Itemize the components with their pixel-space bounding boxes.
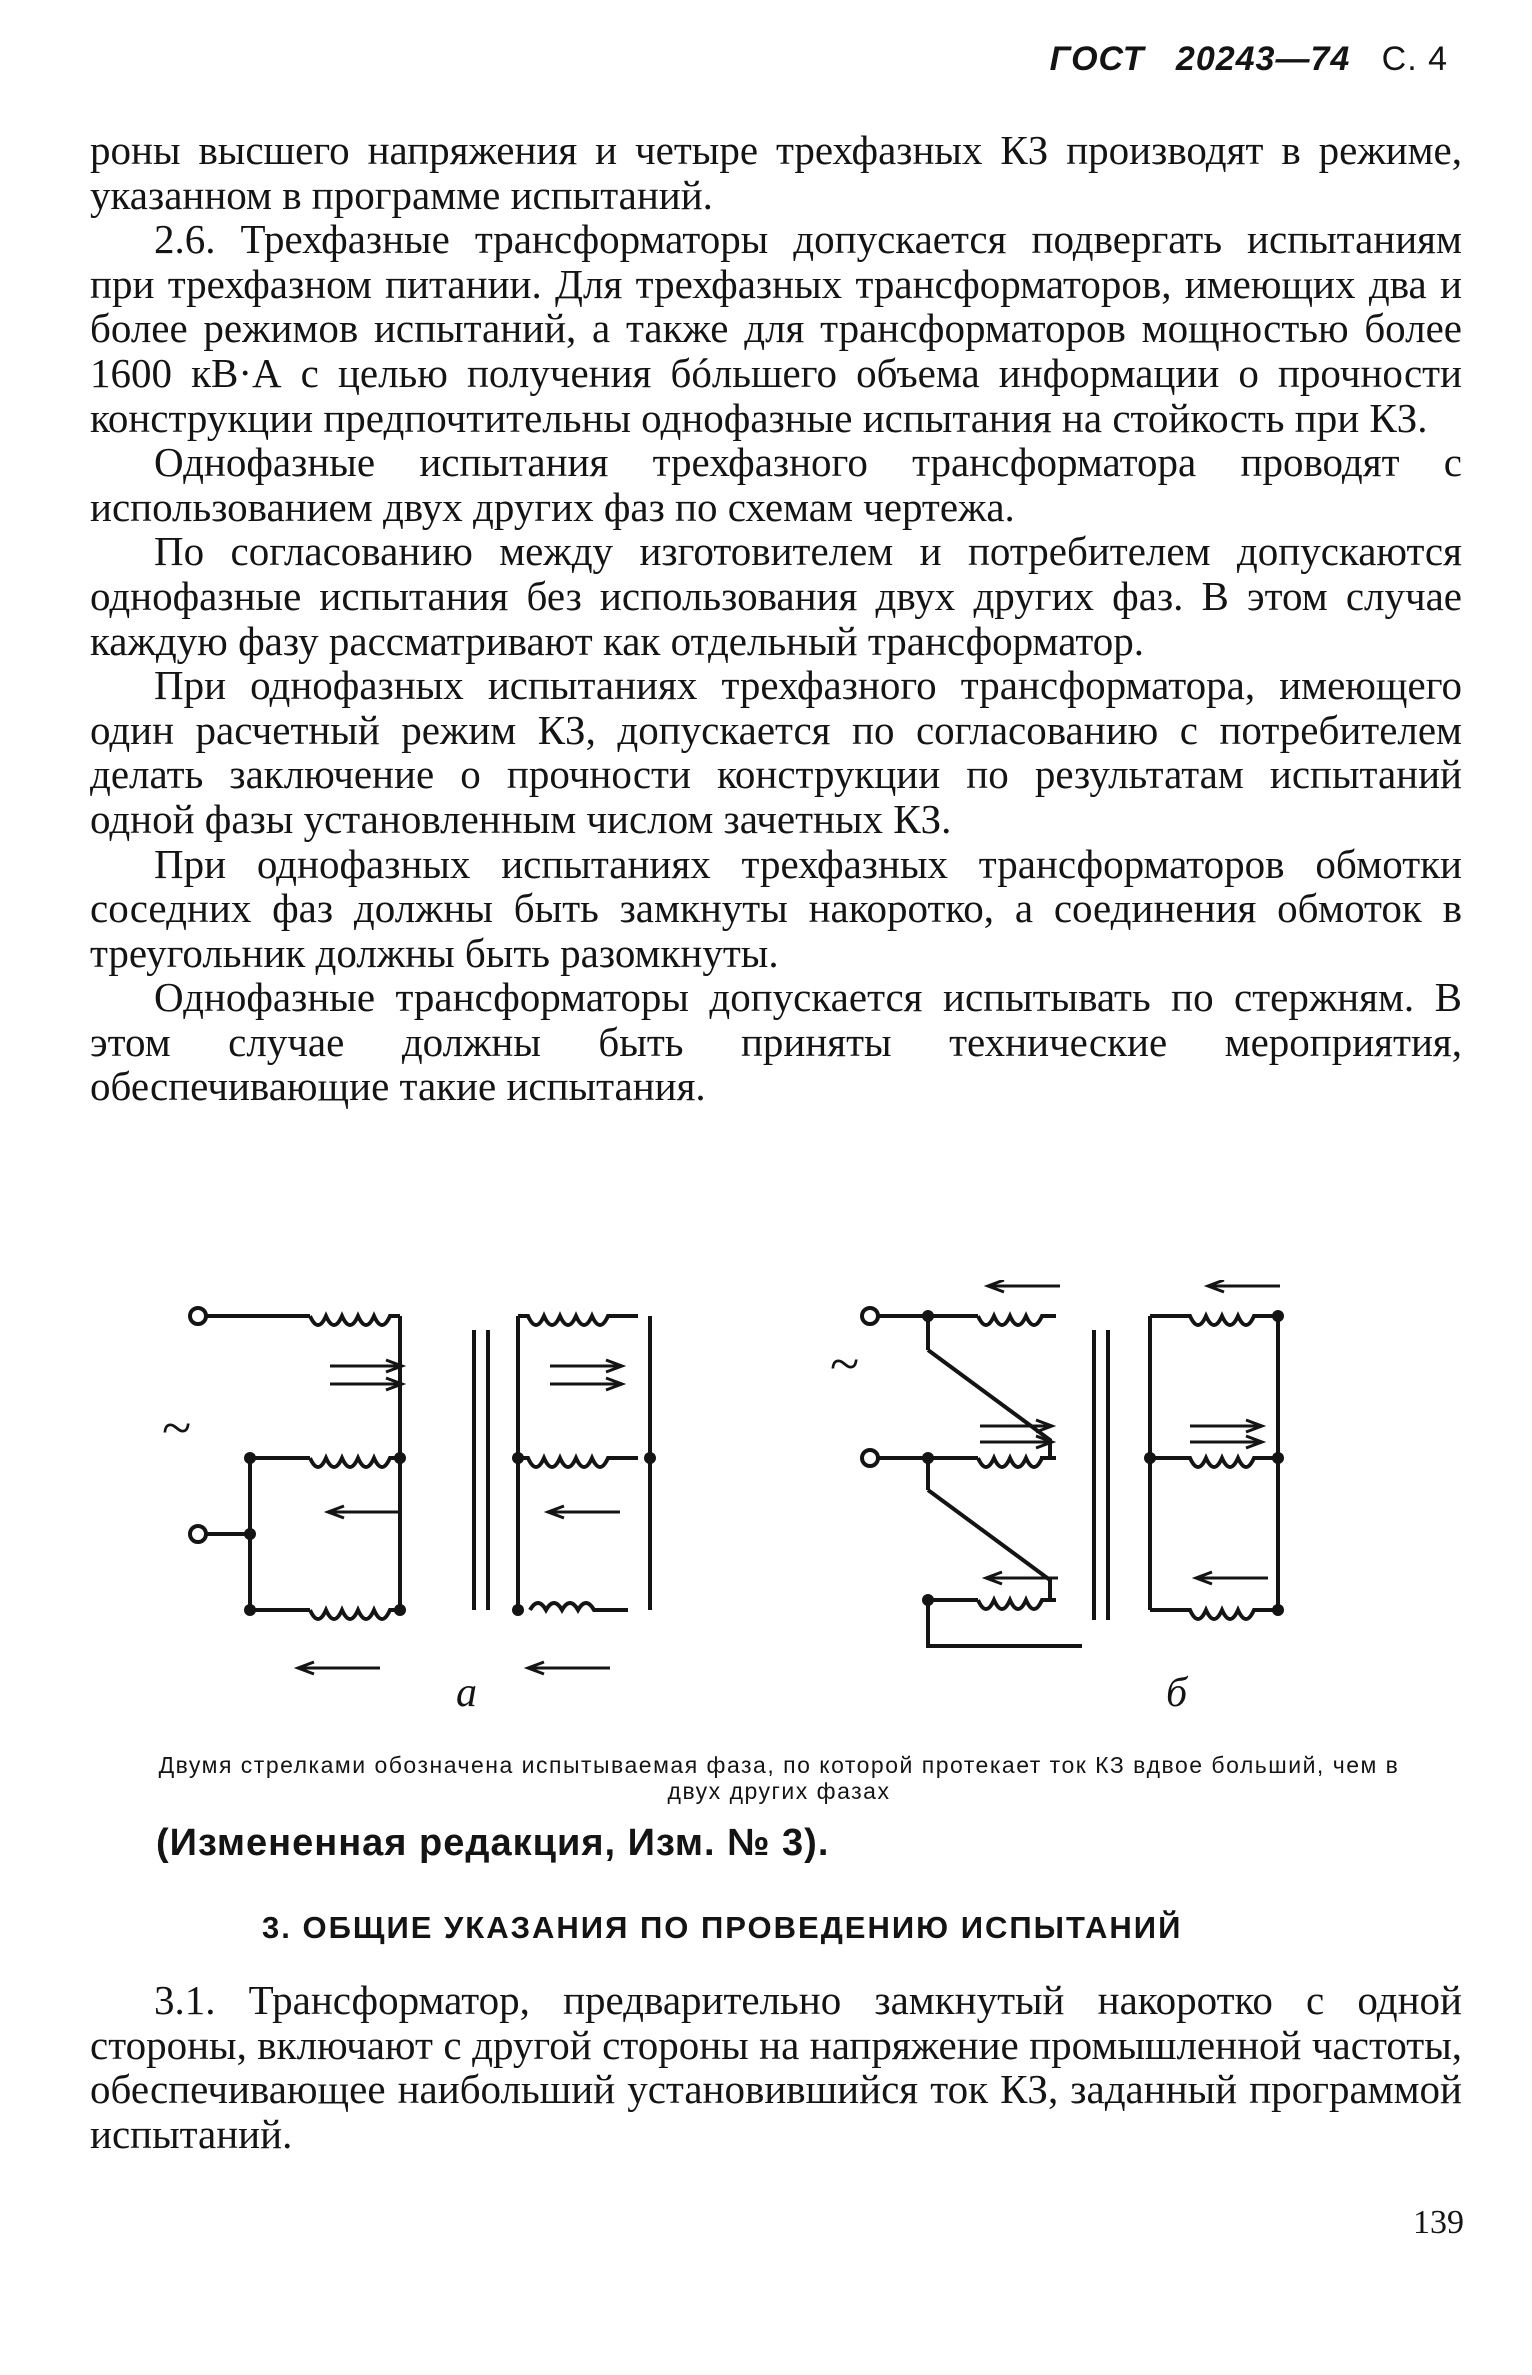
paragraph-3-1: 3.1. Трансформатор, предварительно замкнутый накоротко с одной стороны, включают с другой стороны на напряжение промышленной частоты, обеспечивающее наибольший установившийся ток КЗ, заданный программой испытаний. [90,1977,1462,2157]
paragraph-continuation: роны высшего напряжения и четыре трехфазных КЗ производят в режиме, указанном в программе испытаний. [90,127,1462,218]
section-title: 3. ОБЩИЕ УКАЗАНИЯ ПО ПРОВЕДЕНИЮ ИСПЫТАНИЙ [262,1910,1183,1945]
paragraph-2-6: 2.6. Трехфазные трансформаторы допускается подвергать испытаниям при трехфазном питании. Для трехфазных трансформаторов, имеющих два и более режимов испытаний, а также для трансформаторов мощностью более 1600 кВ·А с целью получения бóльшего объема информации о прочности конструкции предпочтительны однофазные испытания на стойкость при КЗ. [90,216,1462,441]
body-text [90,128,1462,1109]
header-page: С. 4 [1381,40,1448,78]
label-b: б [1166,1670,1188,1716]
page-number: 139 [1413,2204,1464,2241]
terminal-b-top [862,1308,878,1324]
terminal-b-middle [862,1450,878,1466]
ac-symbol-a: ~ [162,1398,192,1458]
page-header [1050,40,1448,79]
header-standard: ГОСТ [1049,40,1145,78]
terminal-a-bottom [190,1526,206,1542]
figure-caption: Двумя стрелками обозначена испытываемая фаза, по которой протекает ток КЗ вдвое больший, чем в двух других фазах [158,1752,1400,1804]
label-a: а [456,1670,477,1716]
amendment-note: (Измененная редакция, Изм. № 3). [156,1822,830,1864]
paragraph-single-phase-transformers: Однофазные трансформаторы допускается испытывать по стержням. В этом случае должны быть приняты технические мероприятия, обеспечивающие такие испытания. [90,974,1462,1110]
paragraph-agreement: По согласованию между изготовителем и потребителем допускаются однофазные испытания без использования двух других фаз. В этом случае каждую фазу рассматривают как отдельный трансформатор. [90,528,1462,664]
paragraph-one-mode: При однофазных испытаниях трехфазного трансформатора, имеющего один расчетный режим КЗ, допускается по согласованию с потребителем делать заключение о прочности конструкции по результатам испытаний одной фазы установленным числом зачетных КЗ. [90,662,1462,842]
header-number: 20243—74 [1175,40,1351,78]
terminal-a-top [190,1308,206,1324]
transformer-diagram [150,1280,1410,1740]
section-3-body [90,1978,1462,2156]
diagram-svg [150,1280,1410,1740]
ac-symbol-b: ~ [830,1334,860,1394]
paragraph-single-phase-tests: Однофазные испытания трехфазного трансформатора проводят с использованием двух других фаз по схемам чертежа. [90,439,1462,530]
paragraph-windings: При однофазных испытаниях трехфазных трансформаторов обмотки соседних фаз должны быть замкнуты накоротко, а соединения обмоток в треугольник должны быть разомкнуты. [90,840,1462,976]
